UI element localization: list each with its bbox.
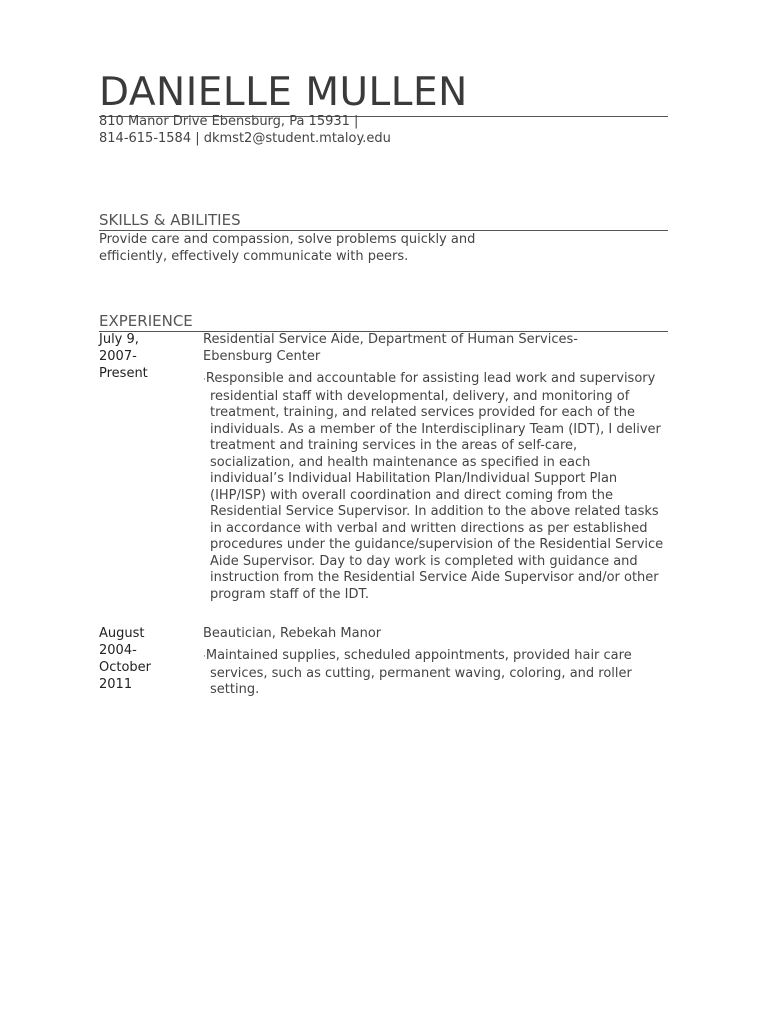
- job-title: [203, 625, 658, 642]
- phone-email-line: 814-615-1584 | dkmst2@student.mtaloy.edu: [99, 131, 391, 146]
- job-title-line: Residential Service Aide, Department of Human Services-: [203, 332, 578, 347]
- job-dates: [99, 331, 179, 382]
- job-date-line: 2007-: [99, 349, 137, 364]
- job-description-text: Maintained supplies, scheduled appointments, provided hair care services, such as cutting, permanent waving, coloring, and roller setting.: [205, 648, 632, 697]
- job-date-line: 2011: [99, 677, 133, 692]
- job-date-line: October: [99, 660, 152, 675]
- skills-heading: SKILLS & ABILITIES: [99, 210, 668, 231]
- job-description-text: Responsible and accountable for assisting lead work and supervisory residential staff with developmental, delivery, and monitoring of treatment, training, and related services provided for each of the individuals. As a member of the Interdisciplinary Team (IDT), I deliver treatment and training services in the areas of self-care, socialization, and health maintenance as specified in each individual’s Individual Habilitation Plan/Individual Support Plan (IHP/ISP) with overall coordination and direct coming from the Residential Service Supervisor. In addition to the above related tasks in accordance with verbal and written directions as per established procedures under the guidance/supervision of the Residential Service Aide Supervisor. Day to day work is completed with guidance and instruction from the Residential Service Aide Supervisor and/or other program staff of the IDT.: [205, 371, 664, 602]
- job-title-line: Ebensburg Center: [203, 349, 321, 364]
- skills-text: [99, 231, 519, 265]
- skills-line: Provide care and compassion, solve problems quickly and: [99, 232, 476, 247]
- job-title-line: Beautician, Rebekah Manor: [203, 626, 382, 641]
- job-description: [203, 371, 665, 603]
- address-line: 810 Manor Drive Ebensburg, Pa 15931 |: [99, 114, 359, 129]
- job-dates: [99, 625, 179, 693]
- job-date-line: August: [99, 626, 145, 641]
- job-date-line: 2004-: [99, 643, 137, 658]
- bullet-icon: ·: [203, 652, 206, 662]
- experience-heading: EXPERIENCE: [99, 311, 668, 332]
- contact-info: [99, 113, 391, 147]
- job-description: [203, 648, 665, 699]
- job-date-line: July 9,: [99, 332, 139, 347]
- bullet-icon: ·: [203, 375, 206, 385]
- job-date-line: Present: [99, 366, 148, 381]
- skills-line: efficiently, effectively communicate with peers.: [99, 249, 409, 264]
- job-title: [203, 331, 658, 365]
- applicant-name: DANIELLE MULLEN: [99, 70, 668, 117]
